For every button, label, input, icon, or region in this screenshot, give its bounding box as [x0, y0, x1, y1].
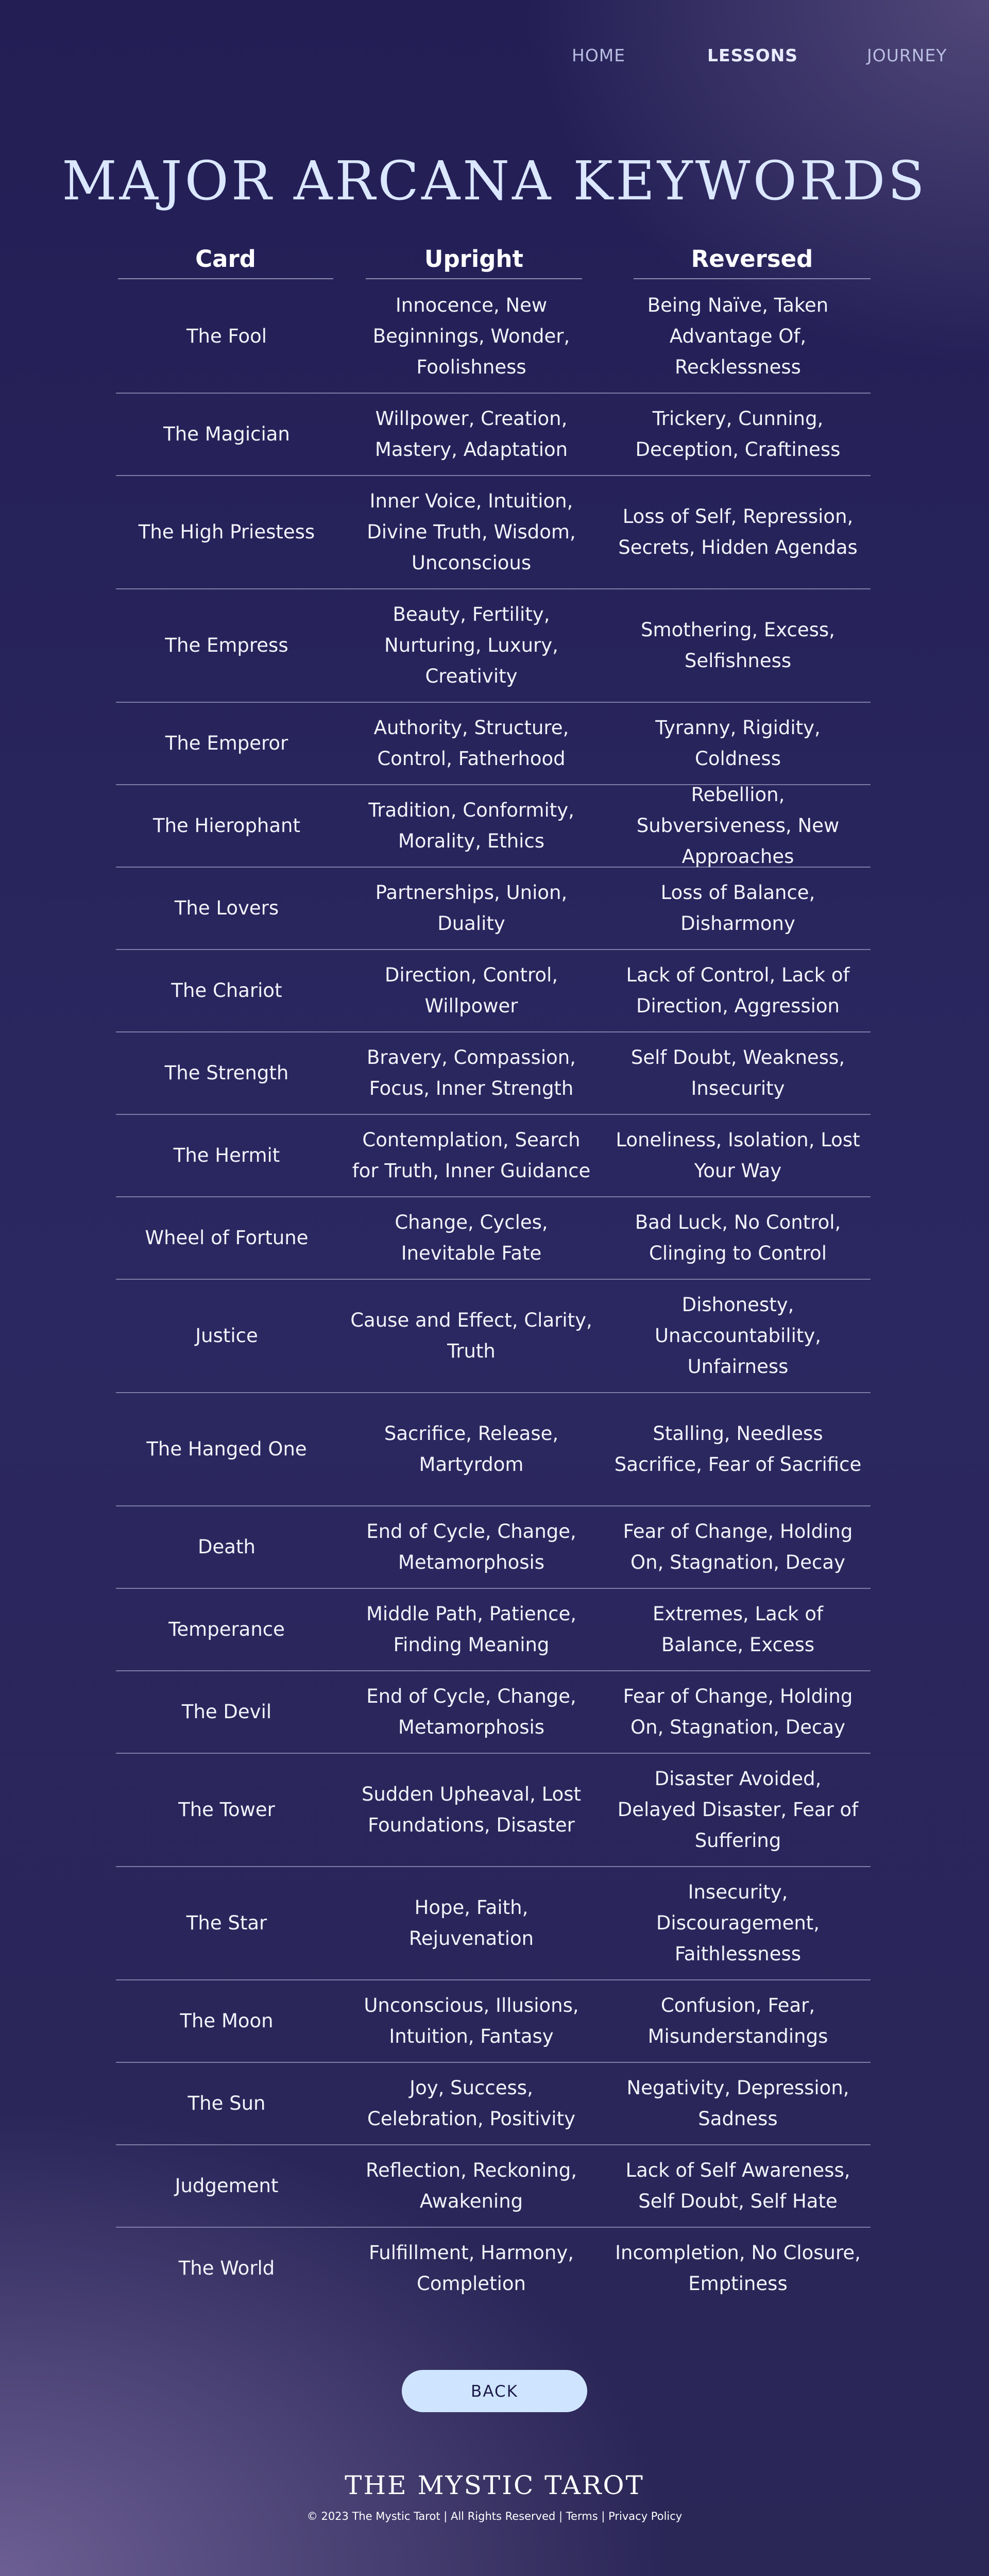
upright-keywords: Unconscious, Illusions, Intuition, Fantasy: [364, 1994, 579, 2047]
upright-keywords: Cause and Effect, Clarity, Truth: [350, 1309, 592, 1362]
reversed-keywords: Negativity, Depression, Sadness: [626, 2077, 849, 2130]
upright-keywords: Contemplation, Search for Truth, Inner Guidance: [352, 1129, 591, 1182]
table-row: [116, 2228, 871, 2309]
table-row: [116, 1589, 871, 1671]
card-name: Wheel of Fortune: [145, 1227, 309, 1249]
table-row: [116, 589, 871, 703]
table-row: [116, 1393, 871, 1506]
upright-keywords: Sudden Upheaval, Lost Foundations, Disaster: [361, 1783, 582, 1836]
table-row: [116, 1280, 871, 1393]
card-name: The Strength: [164, 1062, 289, 1084]
card-name: The Empress: [165, 634, 288, 656]
table-row: [116, 1197, 871, 1280]
table-row: [116, 2145, 871, 2228]
card-name: The Sun: [187, 2092, 266, 2114]
card-name: The Hanged One: [146, 1438, 307, 1460]
table-row: [116, 1671, 871, 1754]
upright-keywords: Innocence, New Beginnings, Wonder, Foolishness: [372, 294, 570, 378]
reversed-keywords: Fear of Change, Holding On, Stagnation, Decay: [623, 1685, 853, 1738]
header-upright: Upright: [366, 242, 582, 279]
table-header: [116, 242, 871, 280]
reversed-keywords: Extremes, Lack of Balance, Excess: [652, 1603, 824, 1656]
upright-keywords: Fulfillment, Harmony, Completion: [369, 2242, 574, 2295]
upright-keywords: End of Cycle, Change, Metamorphosis: [366, 1520, 576, 1573]
upright-keywords: Bravery, Compassion, Focus, Inner Strength: [367, 1046, 576, 1099]
table-row: [116, 868, 871, 950]
reversed-keywords: Loneliness, Isolation, Lost Your Way: [616, 1129, 860, 1182]
upright-keywords: Direction, Control, Willpower: [384, 964, 558, 1017]
card-name: The Lovers: [174, 897, 279, 919]
reversed-keywords: Smothering, Excess, Selfishness: [641, 619, 835, 672]
page-title: MAJOR ARCANA KEYWORDS: [62, 149, 927, 212]
nav-home-link[interactable]: HOME: [572, 45, 626, 65]
header-reversed: Reversed: [634, 242, 871, 279]
table-row: [116, 1032, 871, 1115]
nav-lessons-link[interactable]: LESSONS: [707, 45, 798, 65]
back-button[interactable]: BACK: [402, 2370, 587, 2412]
upright-keywords: Sacrifice, Release, Martyrdom: [384, 1422, 559, 1476]
table-row: [116, 703, 871, 785]
upright-keywords: Authority, Structure, Control, Fatherhood: [373, 717, 569, 770]
upright-keywords: Hope, Faith, Rejuvenation: [408, 1896, 534, 1950]
upright-keywords: Joy, Success, Celebration, Positivity: [367, 2077, 575, 2130]
footer-copyright: © 2023 The Mystic Tarot | All Rights Reserved |: [306, 2510, 563, 2522]
card-name: Justice: [195, 1325, 258, 1347]
header-card: Card: [118, 242, 333, 279]
reversed-keywords: Lack of Control, Lack of Direction, Aggression: [626, 964, 850, 1017]
reversed-keywords: Loss of Balance, Disharmony: [660, 882, 815, 935]
card-name: The Tower: [178, 1799, 275, 1821]
card-name: Temperance: [168, 1618, 285, 1640]
upright-keywords: Tradition, Conformity, Morality, Ethics: [368, 799, 574, 852]
table-row: [116, 1754, 871, 1867]
table-row: [116, 476, 871, 589]
upright-keywords: Change, Cycles, Inevitable Fate: [395, 1211, 548, 1264]
table-row: [116, 950, 871, 1032]
upright-keywords: Reflection, Reckoning, Awakening: [366, 2159, 577, 2212]
footer-legal: [0, 2510, 989, 2522]
card-name: The Fool: [186, 325, 267, 347]
card-name: The Chariot: [171, 979, 282, 1002]
upright-keywords: Partnerships, Union, Duality: [375, 882, 568, 935]
reversed-keywords: Fear of Change, Holding On, Stagnation, Decay: [623, 1520, 853, 1573]
reversed-keywords: Incompletion, No Closure, Emptiness: [615, 2242, 861, 2295]
card-name: The Magician: [163, 423, 290, 445]
card-name: The World: [178, 2257, 275, 2279]
reversed-keywords: Self Doubt, Weakness, Insecurity: [630, 1046, 845, 1099]
upright-keywords: Willpower, Creation, Mastery, Adaptation: [374, 408, 568, 461]
footer-brand: THE MYSTIC TAROT: [345, 2470, 644, 2500]
card-name: The Star: [186, 1912, 267, 1934]
table-row: [116, 1980, 871, 2063]
footer-separator: |: [601, 2510, 605, 2522]
upright-keywords: Beauty, Fertility, Nurturing, Luxury, Creativity: [384, 603, 558, 687]
reversed-keywords: Confusion, Fear, Misunderstandings: [647, 1994, 828, 2047]
reversed-keywords: Being Naïve, Taken Advantage Of, Recklessness: [647, 294, 829, 378]
card-name: Judgement: [175, 2175, 279, 2197]
keywords-table: [116, 242, 871, 2309]
table-row: [116, 2063, 871, 2145]
upright-keywords: Inner Voice, Intuition, Divine Truth, Wisdom, Unconscious: [367, 490, 576, 574]
card-name: The Moon: [180, 2010, 274, 2032]
table-row: [116, 394, 871, 476]
reversed-keywords: Tyranny, Rigidity, Coldness: [655, 717, 821, 770]
table-row: [116, 1506, 871, 1589]
table-row: [116, 1115, 871, 1197]
card-name: The Hierophant: [152, 815, 301, 837]
nav-journey-link[interactable]: JOURNEY: [867, 45, 947, 65]
upright-keywords: Middle Path, Patience, Finding Meaning: [366, 1603, 576, 1656]
top-nav: [0, 45, 989, 71]
reversed-keywords: Bad Luck, No Control, Clinging to Control: [635, 1211, 841, 1264]
card-name: The Emperor: [165, 732, 288, 754]
table-row: [116, 280, 871, 394]
card-name: The Devil: [181, 1701, 272, 1723]
reversed-keywords: Stalling, Needless Sacrifice, Fear of Sacrifice: [614, 1422, 862, 1476]
reversed-keywords: Insecurity, Discouragement, Faithlessness: [656, 1881, 820, 1965]
reversed-keywords: Rebellion, Subversiveness, New Approaches: [636, 784, 840, 868]
table-row: [116, 1867, 871, 1980]
reversed-keywords: Lack of Self Awareness, Self Doubt, Self Hate: [625, 2159, 850, 2212]
table-row: [116, 785, 871, 868]
footer-privacy-link[interactable]: Privacy Policy: [608, 2510, 683, 2522]
upright-keywords: End of Cycle, Change, Metamorphosis: [366, 1685, 576, 1738]
card-name: Death: [198, 1536, 255, 1558]
footer-terms-link[interactable]: Terms: [566, 2510, 598, 2522]
card-name: The High Priestess: [138, 521, 315, 543]
reversed-keywords: Disaster Avoided, Delayed Disaster, Fear of Suffering: [617, 1768, 859, 1852]
reversed-keywords: Trickery, Cunning, Deception, Craftiness: [635, 408, 841, 461]
reversed-keywords: Dishonesty, Unaccountability, Unfairness: [654, 1294, 822, 1378]
reversed-keywords: Loss of Self, Repression, Secrets, Hidden Agendas: [618, 505, 858, 558]
card-name: The Hermit: [173, 1144, 280, 1166]
